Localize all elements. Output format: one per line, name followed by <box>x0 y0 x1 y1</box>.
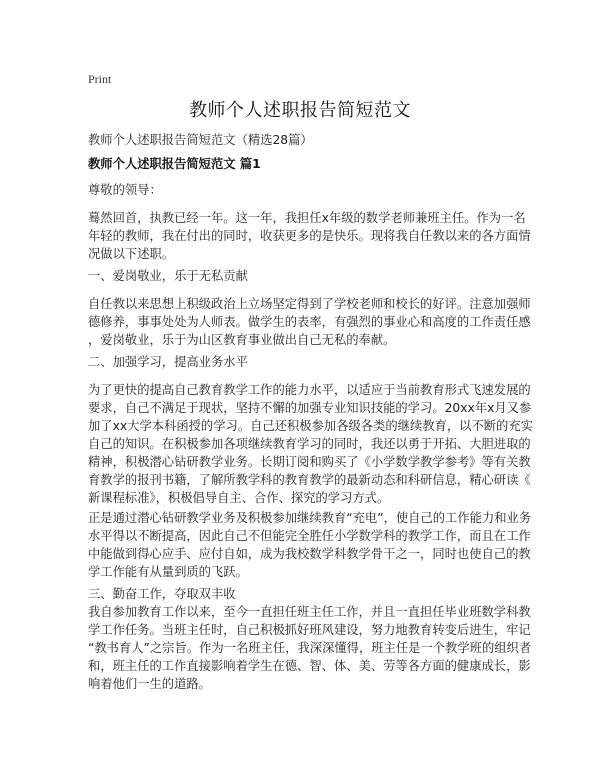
section-title: 教师个人述职报告简短范文 篇1 <box>88 157 261 171</box>
paragraph-3 <box>88 509 532 581</box>
paragraph-line: 德修养，事事处处为人师表。做学生的表率，有强烈的事业心和高度的工作责任感 <box>88 315 531 329</box>
paragraph-line: 况做以下述职。 <box>88 247 175 261</box>
paragraph-line: 学工作任务。当班主任时，自己积极抓好班风建设，努力地教育转变后进生，牢记 <box>88 623 531 637</box>
paragraph-4 <box>88 603 532 693</box>
paragraph-2 <box>88 381 533 507</box>
document-subtitle: 教师个人述职报告简短范文（精选28篇） <box>88 133 313 147</box>
paragraph-line: 精神，积极潜心钻研教学业务。长期订阅和购买了《小学数学教学参考》等有关教 <box>88 455 531 469</box>
paragraph-line: 自任教以来思想上积级政治上立场坚定得到了学校老师和校长的好评。注意加强师 <box>88 297 531 311</box>
paragraph-line: 学工作能有从量到质的飞跃。 <box>88 565 248 579</box>
paragraph-line: 中能做到得心应手、应付自如，成为我校数学科教学骨干之一，同时也使自己的教 <box>88 547 531 561</box>
intro-paragraph <box>88 209 531 263</box>
document-title: 教师个人述职报告简短范文 <box>189 100 411 121</box>
greeting: 尊敬的领导： <box>88 183 162 197</box>
paragraph-line: 响着他们一生的道路。 <box>88 677 211 691</box>
paragraph-line: 蓦然回首，执教已经一年。这一年，我担任x年级的数学老师兼班主任。作为一名 <box>88 211 526 225</box>
heading-3: 三、勤奋工作，夺取双丰收 <box>88 587 236 601</box>
paragraph-line: 为了更快的提高自己教育教学工作的能力水平，以适应于当前教育形式飞速发展的 <box>88 383 531 397</box>
paragraph-line: 加了xx大学本科函授的学习。自己还积极参加各级各类的继续教育，以不断的充实 <box>88 419 533 433</box>
paragraph-line: 育教学的报刊书籍，了解所教学科的教育教学的最新动态和科研信息，精心研读《 <box>88 473 531 487</box>
paragraph-line: 新课程标准》，积极倡导自主、合作、探究的学习方式。 <box>88 491 390 505</box>
paragraph-line: 要求，自己不满足于现状，坚持不懈的加强专业知识技能的学习。20xx年x月又参 <box>88 401 532 415</box>
heading-2: 二、加强学习，提高业务水平 <box>88 355 248 369</box>
paragraph-line: 水平得以不断提高，因此自己不但能完全胜任小学数学科的教学工作，而且在工作 <box>88 529 531 543</box>
paragraph-line: ，爱岗敬业，乐于为山区教育事业做出自己无私的奉献。 <box>88 333 396 347</box>
print-label: Print <box>88 72 112 86</box>
paragraph-line: 和，班主任的工作直接影响着学生在德、智、体、美、劳等各方面的健康成长，影 <box>88 659 531 673</box>
paragraph-line: 我自参加教育工作以来，至今一直担任班主任工作，并且一直担任毕业班数学科教 <box>88 605 531 619</box>
heading-1: 一、爱岗敬业，乐于无私贡献 <box>88 269 248 283</box>
paragraph-line: 正是通过潜心钻研教学业务及积极参加继续教育“充电”，使自己的工作能力和业务 <box>88 511 532 525</box>
paragraph-1 <box>88 295 531 349</box>
paragraph-line: 年轻的教师，我在付出的同时，收获更多的是快乐。现将我自任教以来的各方面情 <box>88 229 531 243</box>
paragraph-line: “教书育人”之宗旨。作为一名班主任，我深深懂得，班主任是一个教学班的组织者 <box>88 641 532 655</box>
paragraph-line: 自己的知识。在积极参加各项继续教育学习的同时，我还以勇于开拓、大胆进取的 <box>88 437 531 451</box>
